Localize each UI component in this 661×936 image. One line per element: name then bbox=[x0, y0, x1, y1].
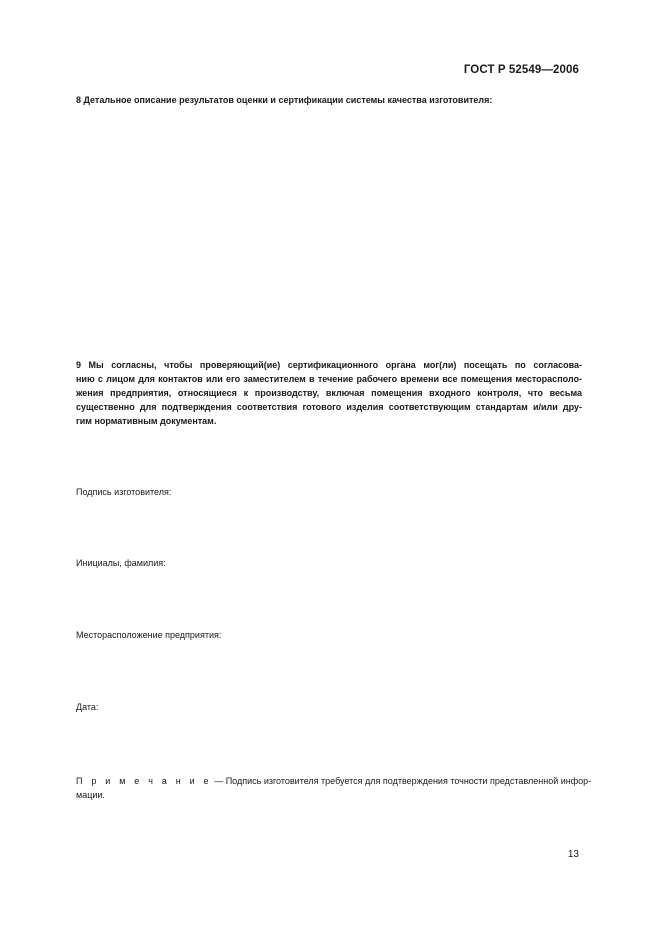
initials-field-label: Инициалы, фамилия: bbox=[76, 558, 166, 568]
section-9-paragraph bbox=[76, 358, 582, 428]
note-text: — Подпись изготовителя требуется для подтверждения точности представленной инфор- bbox=[211, 776, 592, 786]
location-field-label: Месторасположение предприятия: bbox=[76, 630, 222, 640]
note-line bbox=[76, 774, 592, 788]
signature-field-label: Подпись изготовителя: bbox=[76, 487, 172, 497]
note-label: П р и м е ч а н и е bbox=[76, 776, 212, 786]
section-9-line: жения предприятия, относящиеся к производству, включая помещения входного контроля, что весьма bbox=[76, 388, 582, 398]
standard-code: ГОСТ Р 52549—2006 bbox=[463, 64, 579, 76]
section-9-line: существенно для подтверждения соответствия готового изделия соответствующим стандартам и/или дру- bbox=[76, 402, 582, 412]
note-line: мации. bbox=[76, 790, 105, 800]
section-9-line: гим нормативным документам. bbox=[76, 416, 217, 426]
page-number: 13 bbox=[567, 849, 579, 860]
date-field-label: Дата: bbox=[76, 702, 99, 712]
section-9-line: нию с лицом для контактов или его заместителем в течение рабочего времени все помещения месторасполо- bbox=[76, 374, 582, 384]
note-block bbox=[76, 774, 592, 802]
section-9-line: 9 Мы согласны, чтобы проверяющий(ие) сертификационного органа мог(ли) посещать по согласова- bbox=[76, 360, 582, 370]
section-8-heading: 8 Детальное описание результатов оценки и сертификации системы качества изготовителя: bbox=[76, 95, 493, 105]
